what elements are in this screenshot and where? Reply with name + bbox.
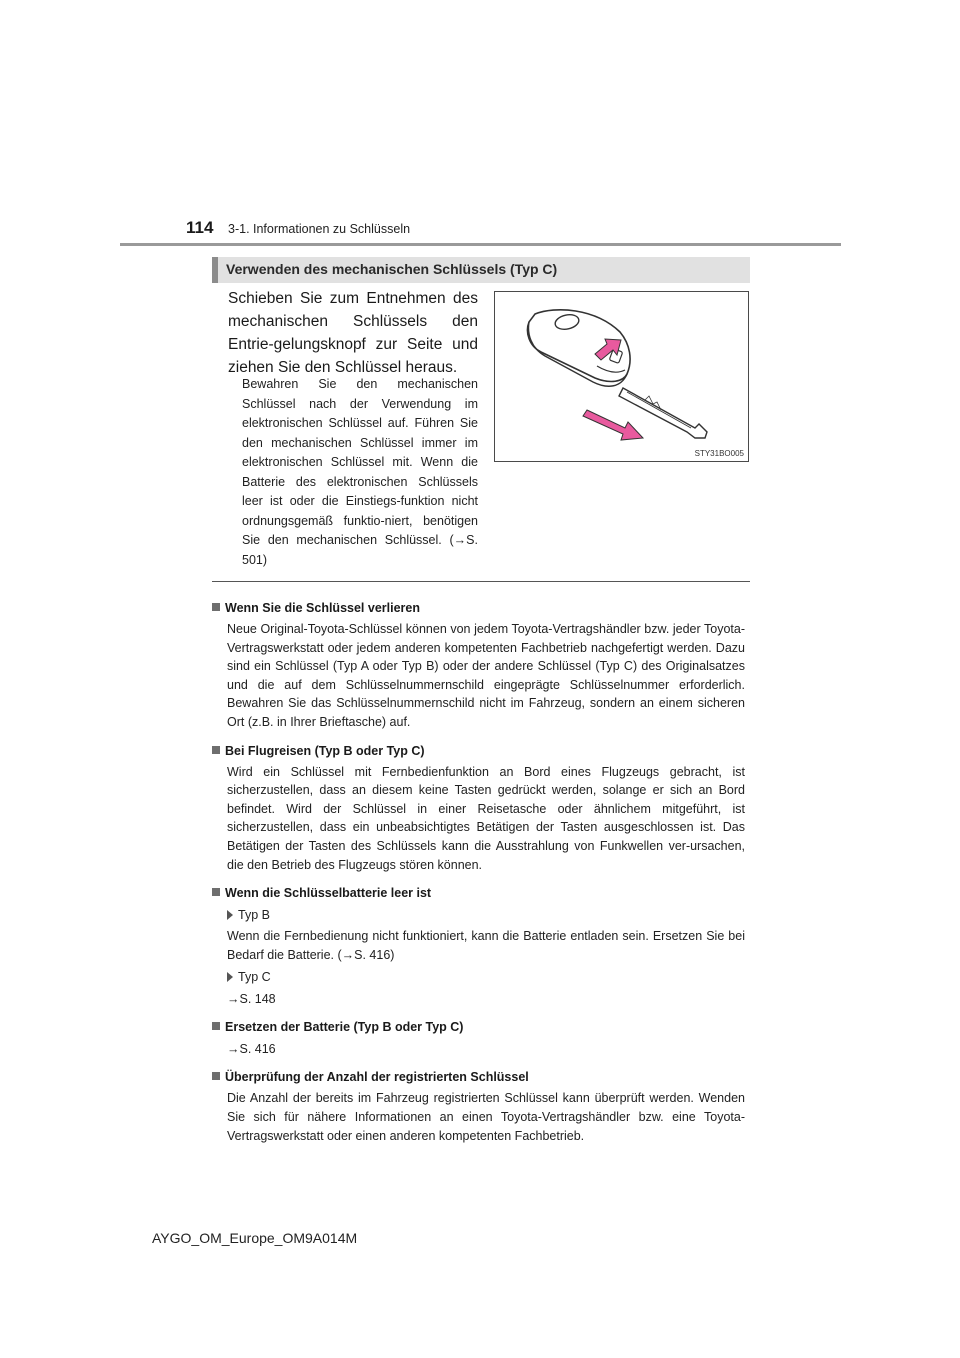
note-heading-text: Bei Flugreisen (Typ B oder Typ C) — [225, 743, 425, 758]
square-bullet-icon — [212, 746, 220, 754]
pull-out-arrow — [583, 410, 643, 440]
note-text: Wenn die Fernbedienung nicht funktioniert, kann die Batterie entladen sein. Ersetzen Sie bei Bedarf die Batterie. (→S. 416) — [227, 929, 745, 962]
sub-heading-text: Typ B — [238, 908, 270, 923]
triangle-bullet-icon — [227, 910, 233, 920]
chapter-title: 3-1. Informationen zu Schlüsseln — [228, 222, 411, 236]
square-bullet-icon — [212, 1072, 220, 1080]
note-heading-text: Ersetzen der Batterie (Typ B oder Typ C) — [225, 1020, 464, 1035]
page-reference: →S. 416 — [227, 1042, 276, 1057]
section-divider — [212, 581, 750, 582]
triangle-bullet-icon — [227, 972, 233, 982]
instruction-note: Bewahren Sie den mechanischen Schlüssel nach der Verwendung im elektronischen Schlüssel auf. Führen Sie den mechanischen Schlüssel immer im elektronischen Schlüssel mit. Wenn die Batterie des elektronischen Schlüssels leer ist oder die Einstiegs-funktion nicht ordnungsgemäß funktio-niert, benötigen Sie den mechanischen Schlüssel. (→S. 501) — [242, 377, 478, 567]
key-illustration — [494, 291, 749, 462]
sub-heading — [212, 968, 745, 986]
note-heading — [212, 1018, 745, 1036]
square-bullet-icon — [212, 603, 220, 611]
key-drawing — [495, 292, 750, 463]
sub-heading — [212, 906, 745, 924]
note-heading — [212, 884, 745, 902]
note-heading-text: Wenn Sie die Schlüssel verlieren — [225, 601, 420, 615]
section-heading-bar — [212, 257, 750, 283]
note-heading — [212, 1068, 745, 1086]
figure-id: STY31BO005 — [694, 449, 744, 458]
note-heading-text: Überprüfung der Anzahl der registrierten Schlüssel — [225, 1070, 529, 1085]
section-heading-accent — [212, 257, 218, 283]
note-text: Wird ein Schlüssel mit Fernbedienfunktion an Bord eines Flugzeugs gebracht, ist sicherzustellen, dass an diesem keine Tasten gedrückt werden, solange er sich an Bord befindet. Wird der Schlüssel in einer Reisetasche oder ähnlichem mitgeführt, ist sicherzustellen, dass ein unbeabsichtigtes Betätigen der Tasten ausgeschlossen ist. Das Betätigen der Tasten des Schlüssels kann die Ausstrahlung von Funkwellen ver-ursachen, die den Betrieb des Flugzeugs stören können. — [227, 764, 745, 872]
square-bullet-icon — [212, 888, 220, 896]
mechanical-key-ridge — [627, 392, 691, 428]
square-bullet-icon — [212, 1022, 220, 1030]
instruction-text: Schieben Sie zum Entnehmen des mechanischen Schlüssels den Entrie-gelungsknopf zur Seite und ziehen Sie den Schlüssel heraus. — [228, 290, 478, 376]
notes-section — [212, 593, 745, 1145]
page-reference: →S. 148 — [227, 992, 276, 1007]
sub-heading-text: Typ C — [238, 970, 271, 985]
section-title: Verwenden des mechanischen Schlüssels (Typ C) — [226, 261, 558, 277]
note-text: Die Anzahl der bereits im Fahrzeug registrierten Schlüssel kann überprüft werden. Wenden Sie sich für nähere Informationen an einen Toyota-Vertragshändler bzw. eine Toyota-Vertragswerkstatt oder einen anderen kompetenten Fachbetrieb. — [227, 1091, 745, 1143]
document-code: AYGO_OM_Europe_OM9A014M — [152, 1230, 358, 1246]
note-text: Neue Original-Toyota-Schlüssel können von jedem Toyota-Vertragshändler bzw. jeder Toyota-Vertragswerkstatt oder jedem anderen kompetenten Fachbetrieb nachgefertigt werden. Dazu sind ein Schlüssel (Typ A oder Typ B) oder der andere Schlüssel (Typ C) des Originalsatzes und die auf dem Schlüsselnummernschild eingeprägte Schlüsselnummer erforderlich. Bewahren Sie das Schlüsselnummernschild nicht im Fahrzeug, sondern an einem sicheren Ort (z.B. in Ihrer Brieftasche) auf. — [227, 622, 745, 729]
page-number: 114 — [186, 218, 214, 237]
note-heading-text: Wenn die Schlüsselbatterie leer ist — [225, 886, 432, 901]
note-heading — [212, 742, 745, 760]
header-rule — [120, 243, 841, 246]
note-heading — [212, 599, 745, 617]
